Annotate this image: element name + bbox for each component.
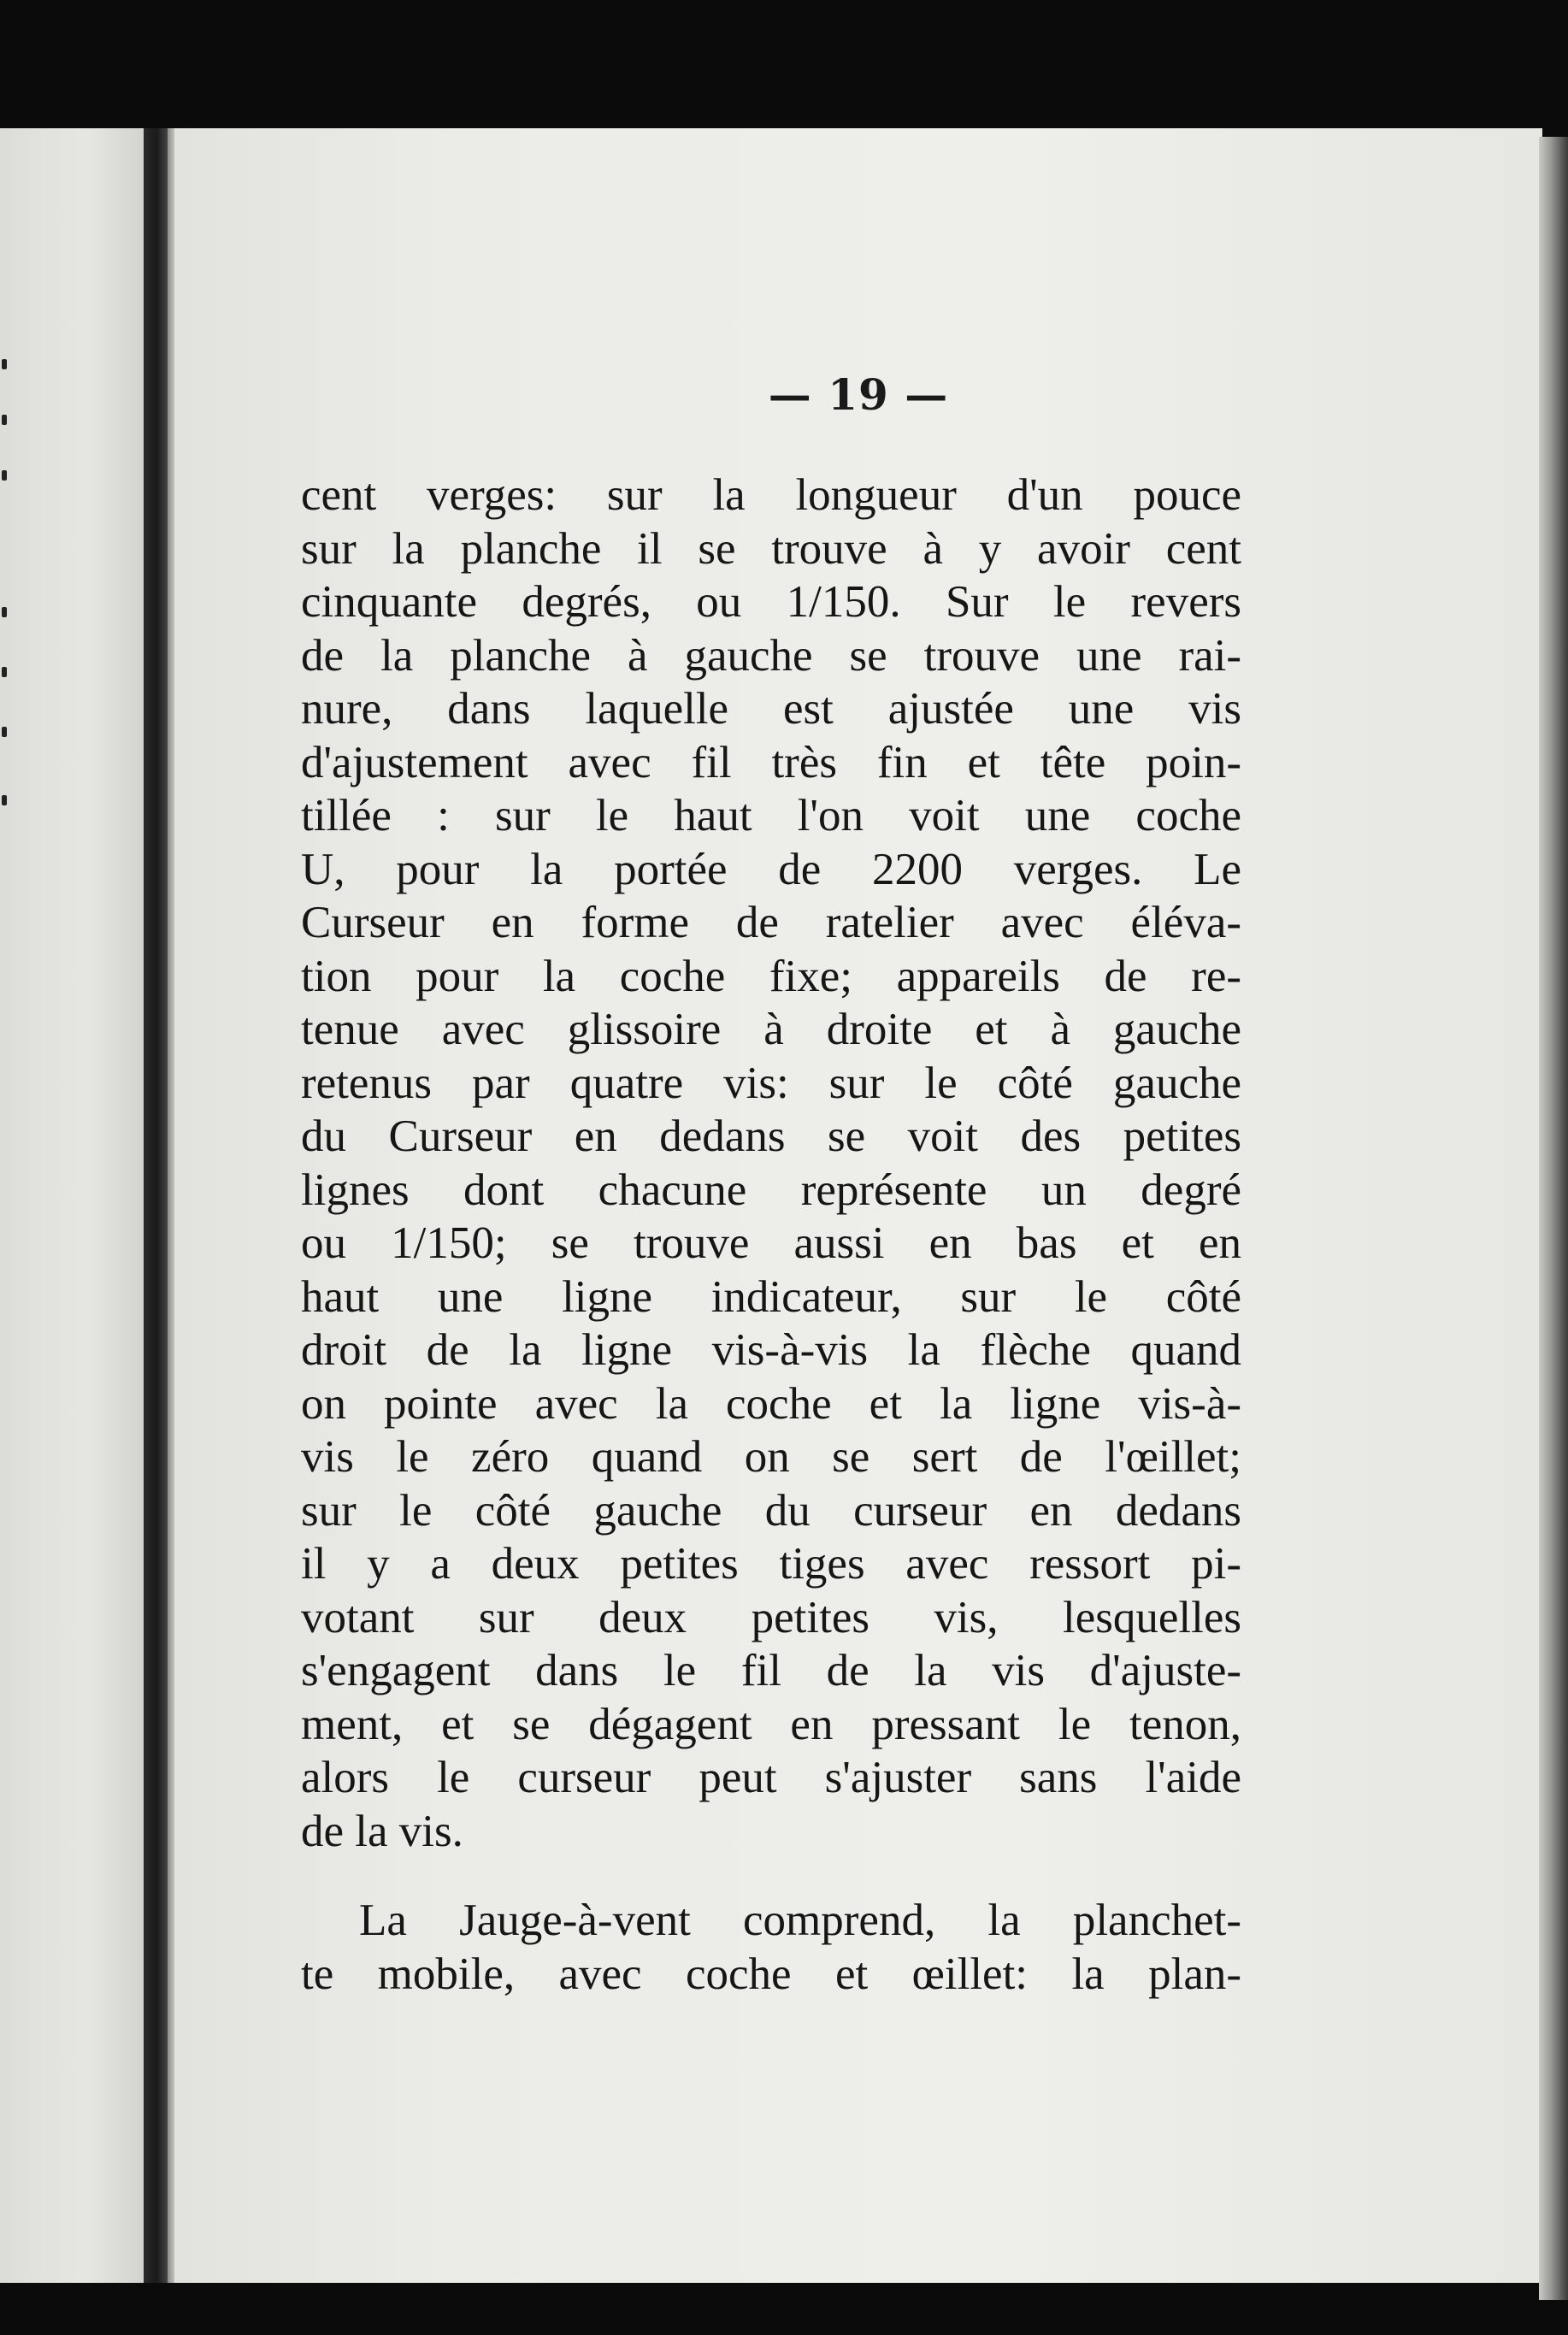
text-line: de la vis.: [301, 1806, 463, 1856]
paragraph-1: [301, 469, 1241, 1858]
text-line: vis le zéro quand on se sert de l'œillet;: [301, 1432, 1241, 1482]
page-right-edge: [1539, 137, 1568, 2300]
text-line: tion pour la coche fixe; appareils de re-: [301, 951, 1241, 1001]
ink-speck: [2, 470, 7, 481]
text-line: cent verges: sur la longueur d'un pouce: [301, 470, 1241, 520]
previous-page-edge: [0, 128, 145, 2283]
text-line: d'ajustement avec fil très fin et tête poin-: [301, 737, 1241, 787]
text-line: ment, et se dégagent en pressant le tenon,: [301, 1699, 1241, 1749]
page-number: — 19 —: [768, 369, 949, 420]
text-line: cinquante degrés, ou 1/150. Sur le revers: [301, 577, 1241, 627]
ink-speck: [2, 607, 7, 617]
text-line: tillée : sur le haut l'on voit une coche: [301, 791, 1241, 840]
text-line: nure, dans laquelle est ajustée une vis: [301, 684, 1241, 734]
ink-speck: [2, 795, 7, 805]
text-line: s'engagent dans le fil de la vis d'ajuste-: [301, 1646, 1241, 1695]
text-line: alors le curseur peut s'ajuster sans l'aide: [301, 1753, 1241, 1802]
text-line: tenue avec glissoire à droite et à gauche: [301, 1005, 1241, 1054]
body-text: [301, 469, 1241, 2001]
text-line: de la planche à gauche se trouve une rai-: [301, 630, 1241, 681]
text-line: sur la planche il se trouve à y avoir cent: [301, 523, 1241, 574]
text-line: Curseur en forme de ratelier avec éléva-: [301, 898, 1241, 947]
ink-speck: [2, 667, 7, 677]
text-line: sur le côté gauche du curseur en dedans: [301, 1485, 1241, 1536]
text-line: on pointe avec la coche et la ligne vis-à-: [301, 1378, 1241, 1429]
text-line: te mobile, avec coche et œillet: la plan-: [301, 1949, 1241, 1999]
text-line: retenus par quatre vis: sur le côté gauche: [301, 1058, 1241, 1108]
text-line: U, pour la portée de 2200 verges. Le: [301, 844, 1241, 894]
text-line: lignes dont chacune représente un degré: [301, 1165, 1241, 1215]
paragraph-gap: [301, 1858, 1241, 1894]
ink-speck: [2, 727, 7, 737]
binding-gutter: [144, 128, 169, 2283]
text-line: droit de la ligne vis-à-vis la flèche quand: [301, 1325, 1241, 1375]
text-line: haut une ligne indicateur, sur le côté: [301, 1271, 1241, 1322]
ink-speck: [2, 359, 7, 369]
paragraph-2: [301, 1894, 1241, 2001]
text-line: du Curseur en dedans se voit des petites: [301, 1111, 1241, 1161]
text-line: votant sur deux petites vis, lesquelles: [301, 1592, 1241, 1642]
text-line: La Jauge-à-vent comprend, la planchet-: [359, 1896, 1241, 1945]
text-line: il y a deux petites tiges avec ressort pi-: [301, 1539, 1241, 1589]
ink-speck: [2, 415, 7, 425]
text-line: ou 1/150; se trouve aussi en bas et en: [301, 1218, 1241, 1268]
